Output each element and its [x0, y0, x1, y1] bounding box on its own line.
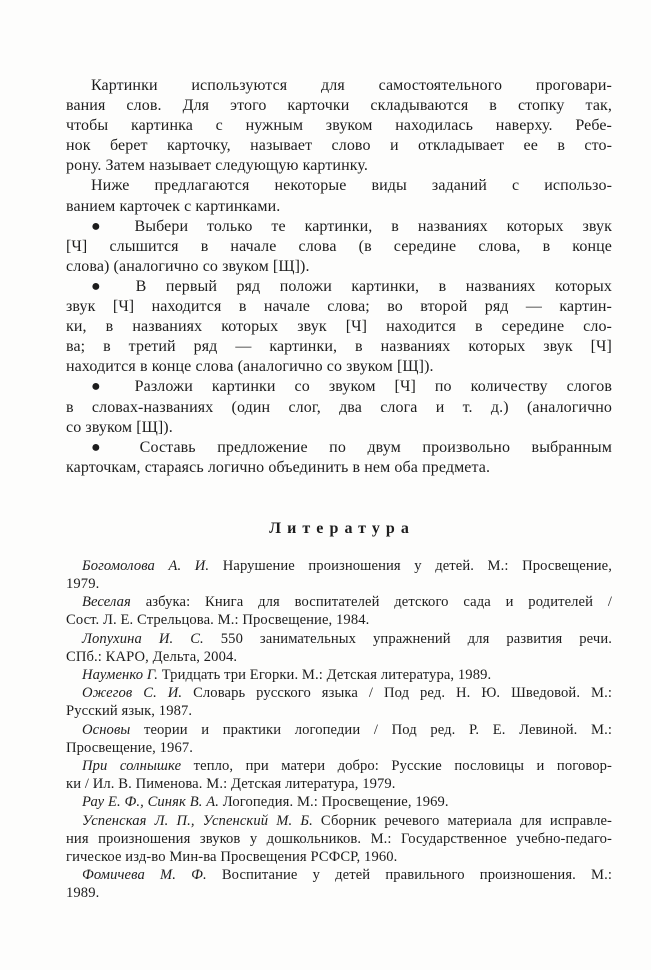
- text-line: [66, 884, 612, 902]
- reference-entry: [66, 630, 612, 666]
- reference-author: Веселая: [82, 594, 131, 611]
- reference-entry: [66, 684, 612, 720]
- reference-author: Успенская Л. П., Успенский М. Б.: [82, 812, 313, 829]
- text-segment: 1989.: [66, 885, 100, 902]
- reference-entry: [66, 557, 612, 593]
- reference-author: Богомолова А. И.: [82, 557, 210, 574]
- reference-entry: [66, 757, 612, 793]
- text-line: [66, 757, 612, 775]
- text-line: со звуком [Щ]).: [66, 418, 173, 436]
- reference-entry: [66, 793, 612, 811]
- text-segment: Сост. Л. Е. Стрельцова. М.: Просвещение, 1984.: [66, 612, 370, 629]
- text-segment: СПб.: КАРО, Дельта, 2004.: [66, 648, 238, 665]
- text-line: рону. Затем называет следующую картинку.: [66, 157, 368, 175]
- text-line: [66, 793, 612, 811]
- bullet-paragraph: [66, 217, 612, 277]
- text-segment: тепло, при матери добро: Русские пословицы и поговор-: [181, 757, 612, 774]
- text-line: вания слов. Для этого карточки складываются в стопку так,: [66, 97, 612, 115]
- text-line: [66, 848, 612, 866]
- text-segment: азбука: Книга для воспитателей детского сада и родителей /: [130, 594, 612, 611]
- bullet-paragraph: [66, 277, 612, 377]
- text-line: находится в конце слова (аналогично со звуком [Щ]).: [66, 358, 434, 376]
- paragraph: [66, 76, 612, 176]
- text-line: ● Составь предложение по двум произвольно выбранным: [91, 438, 612, 456]
- text-line: [66, 684, 612, 702]
- reference-entry: [66, 866, 612, 902]
- text-segment: Нарушение произношения у детей. М.: Просвещение,: [209, 557, 612, 574]
- text-segment: ния произношения звуков у дошкольников. М.: Государственное учебно-педаго-: [66, 830, 612, 847]
- text-line: [66, 702, 612, 720]
- text-segment: Словарь русского языка / Под ред. Н. Ю. Шведовой. М.:: [182, 685, 612, 702]
- text-line: [66, 593, 612, 611]
- text-line: [66, 812, 612, 830]
- text-line: карточкам, стараясь логично объединить в нем оба предмета.: [66, 458, 491, 476]
- reference-author: Фомичева М. Ф.: [82, 867, 207, 884]
- reference-entry: [66, 721, 612, 757]
- text-line: Картинки используются для самостоятельного проговари-: [91, 77, 612, 94]
- section-heading-literatura: Литература: [269, 519, 415, 537]
- reference-entry: [66, 666, 612, 684]
- text-line: Ниже предлагаются некоторые виды заданий с использо-: [91, 177, 612, 195]
- text-line: ванием карточек с картинками.: [66, 197, 281, 215]
- text-line: ● В первый ряд положи картинки, в названиях которых: [91, 277, 612, 295]
- text-segment: гическое изд-во Мин-ва Просвещения РСФСР, 1960.: [66, 848, 398, 865]
- body-text: [66, 76, 612, 478]
- reference-author: Лопухина И. С.: [82, 630, 204, 647]
- text-line: [66, 557, 612, 575]
- text-line: [66, 630, 612, 648]
- text-line: нок берет карточку, называет слово и откладывает ее в сто-: [66, 137, 612, 155]
- text-line: [66, 721, 612, 739]
- text-line: [66, 830, 612, 848]
- bullet-paragraph: [66, 377, 612, 437]
- text-segment: 1979.: [66, 576, 100, 593]
- text-segment: Логопедия. М.: Просвещение, 1969.: [219, 794, 449, 811]
- reference-list: [66, 557, 612, 903]
- reference-entry: [66, 593, 612, 629]
- text-line: [66, 866, 612, 884]
- text-line: ● Выбери только те картинки, в названиях которых звук: [91, 217, 612, 235]
- text-line: [66, 775, 612, 793]
- text-segment: 550 занимательных упражнений для развития речи.: [203, 630, 612, 647]
- text-line: ки, в названиях которых звук [Ч] находится в середине сло-: [66, 318, 612, 336]
- text-line: в словах-названиях (один слог, два слога и т. д.) (аналогично: [66, 398, 612, 416]
- text-segment: Просвещение, 1967.: [66, 739, 194, 756]
- text-segment: Воспитание у детей правильного произношения. М.:: [206, 867, 612, 884]
- text-line: слова) (аналогично со звуком [Щ]).: [66, 257, 310, 275]
- text-block: [66, 76, 612, 902]
- text-line: [66, 739, 612, 757]
- text-segment: Тридцать три Егорки. М.: Детская литература, 1989.: [157, 667, 492, 683]
- text-line: [66, 611, 612, 629]
- text-line: звук [Ч] находится в начале слова; во второй ряд — картин-: [66, 298, 612, 316]
- reference-author: Ожегов С. И.: [82, 685, 183, 702]
- reference-author: При солнышке: [82, 757, 182, 774]
- text-line: чтобы картинка с нужным звуком находилась наверху. Ребе-: [66, 117, 612, 135]
- reference-author: Науменко Г.: [82, 667, 158, 683]
- text-line: [66, 575, 612, 593]
- text-segment: Русский язык, 1987.: [66, 703, 193, 720]
- text-line: [66, 648, 612, 666]
- text-line: [Ч] слышится в начале слова (в середине слова, в конце: [66, 237, 612, 255]
- text-line: [66, 666, 612, 684]
- reference-entry: [66, 812, 612, 867]
- bullet-paragraph: [66, 438, 612, 478]
- reference-author: Рау Е. Ф., Синяк В. А.: [82, 794, 219, 811]
- text-segment: теории и практики логопедии / Под ред. Р. Е. Левиной. М.:: [130, 721, 612, 738]
- text-line: ва; в третий ряд — картинки, в названиях которых звук [Ч]: [66, 338, 612, 356]
- paragraph: [66, 176, 612, 216]
- reference-author: Основы: [82, 721, 131, 738]
- text-segment: Сборник речевого материала для исправле-: [312, 812, 612, 829]
- text-segment: ки / Ил. В. Пименова. М.: Детская литература, 1979.: [66, 776, 396, 793]
- text-line: ● Разложи картинки со звуком [Ч] по количеству слогов: [91, 378, 612, 396]
